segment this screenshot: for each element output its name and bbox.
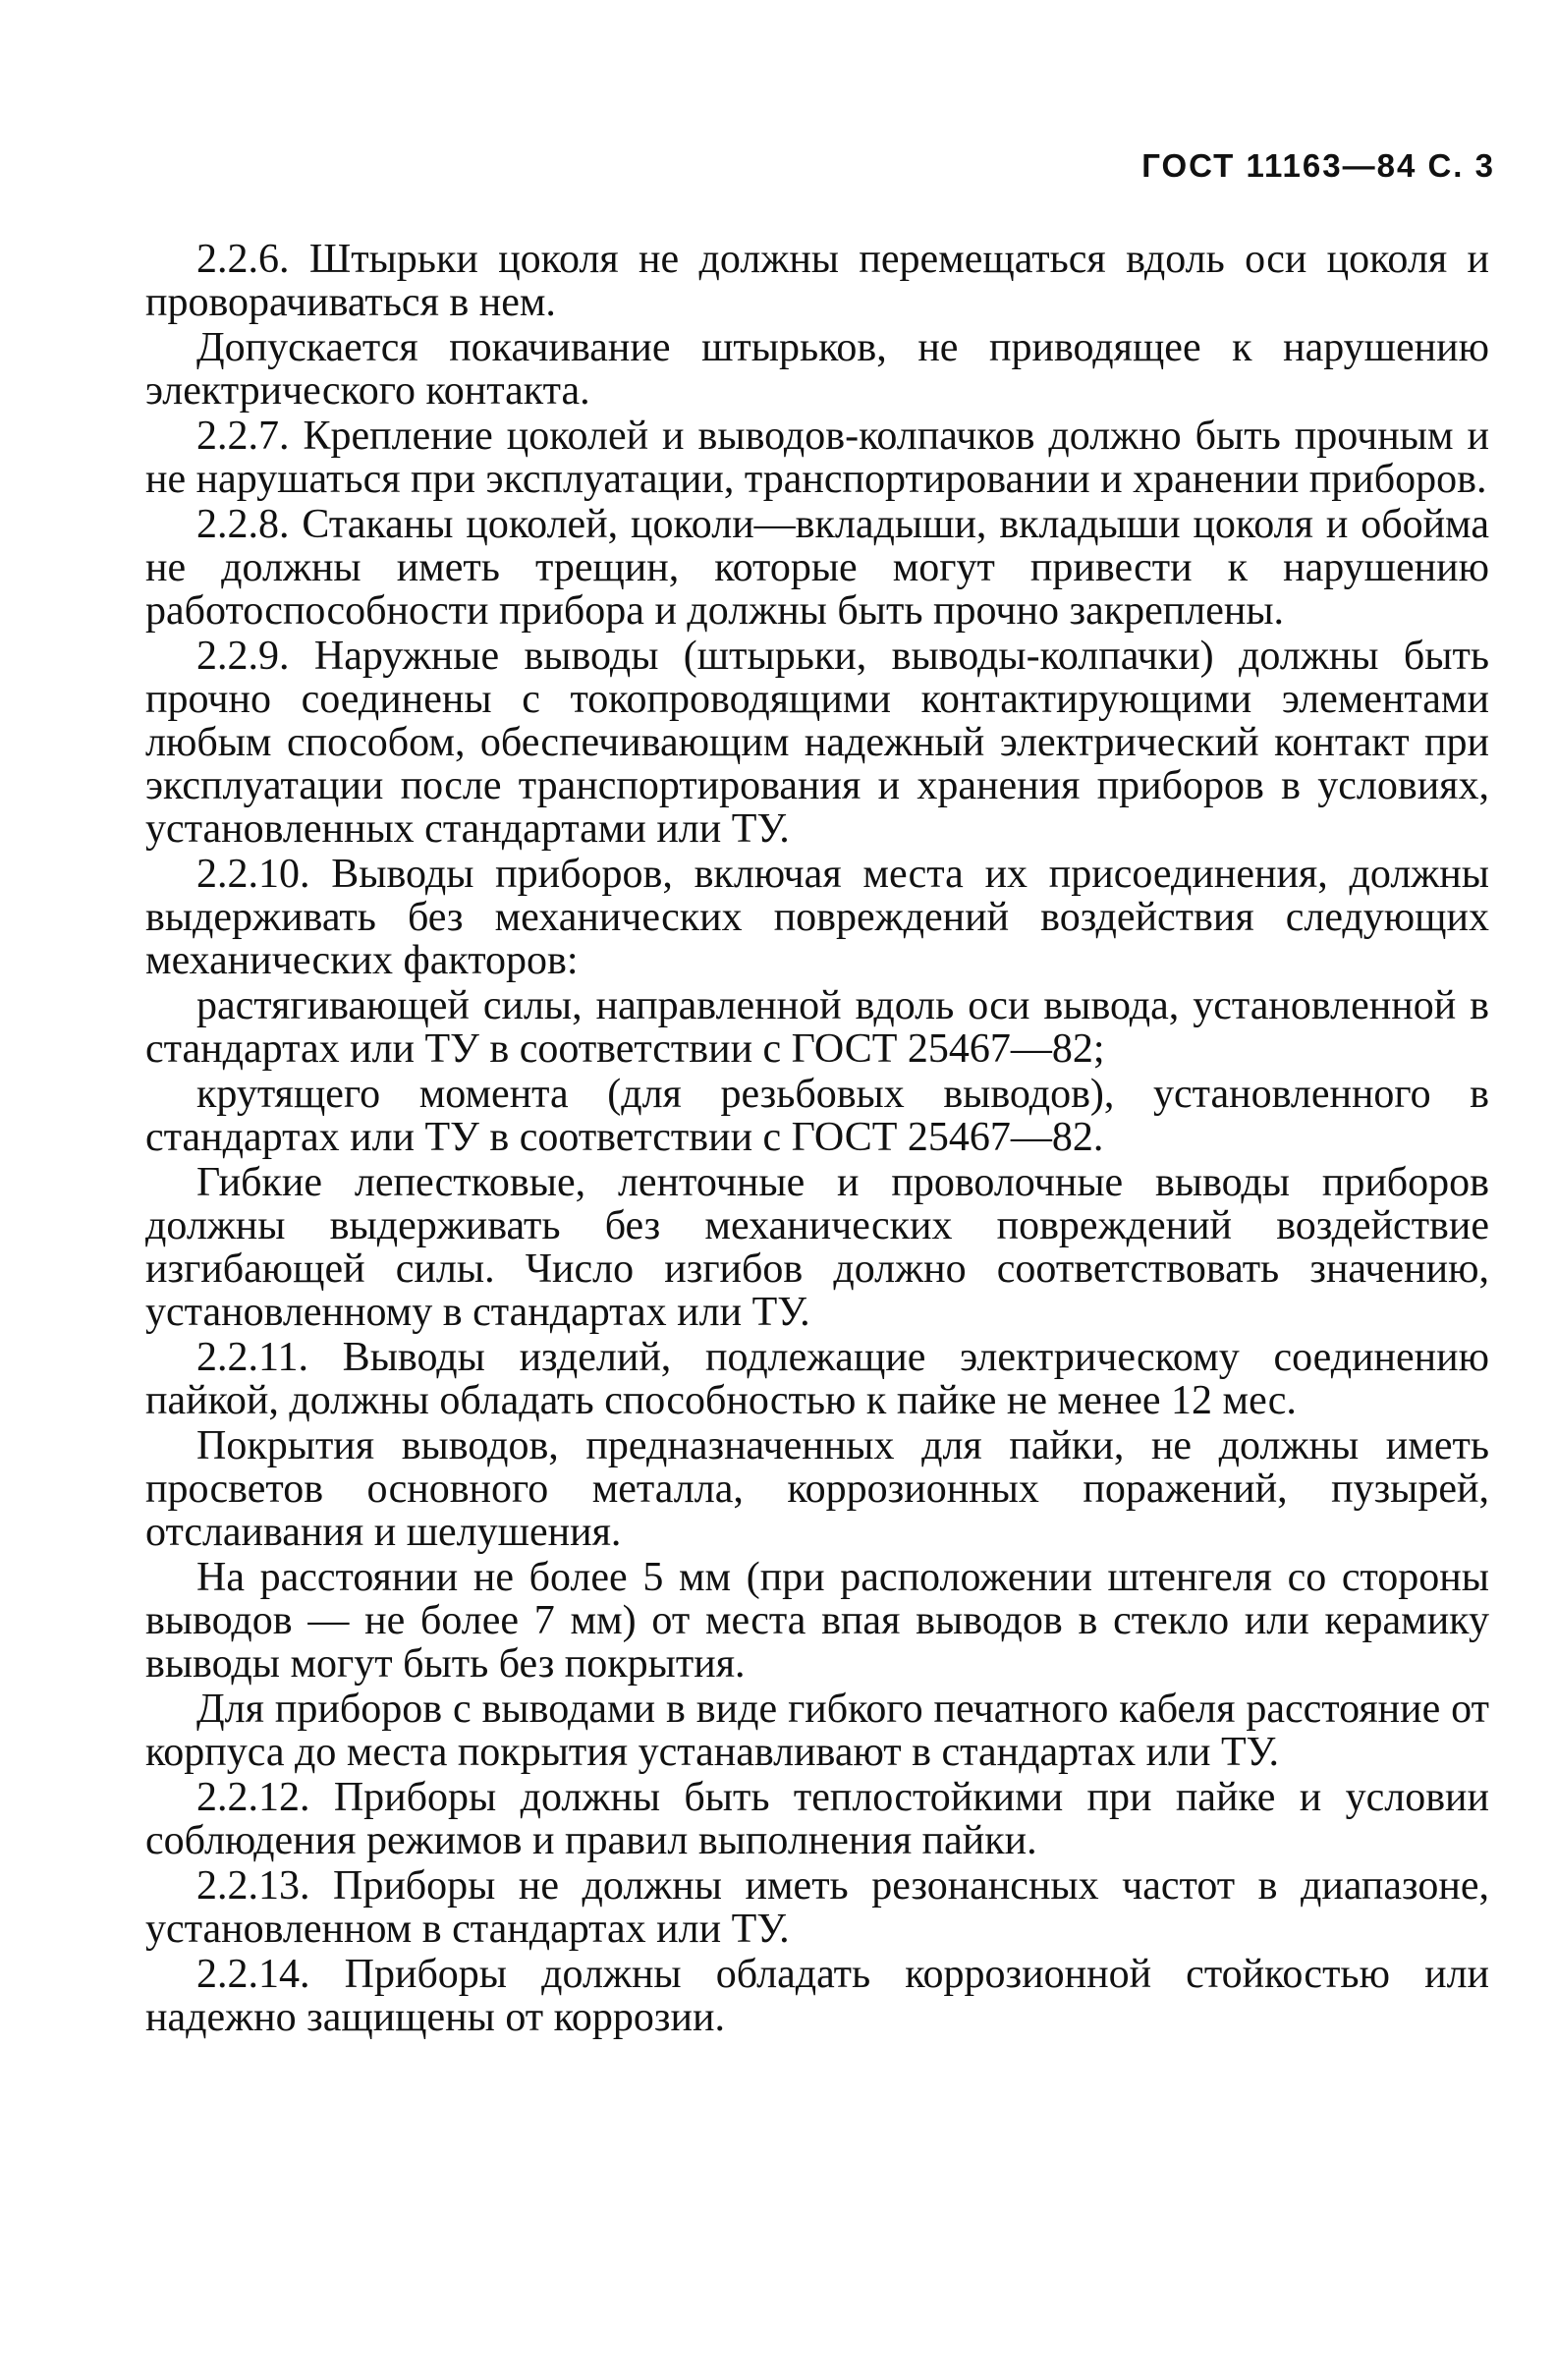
paragraph-2-2-10-item-2: крутящего момента (для резьбовых выводов), установленного в стандартах или ТУ в соответствии с ГОСТ 25467—82. <box>145 1072 1489 1160</box>
paragraph-2-2-11-coatings: Покрытия выводов, предназначенных для пайки, не должны иметь просветов основного металла, коррозионных поражений, пузырей, отслаивания и шелушения. <box>145 1423 1489 1555</box>
paragraph-2-2-14: 2.2.14. Приборы должны обладать коррозионной стойкостью или надежно защищены от коррозии. <box>145 1952 1489 2040</box>
paragraph-2-2-10-item-1: растягивающей силы, направленной вдоль оси вывода, установленной в стандартах или ТУ в соответствии с ГОСТ 25467—82; <box>145 983 1489 1072</box>
paragraph-2-2-13: 2.2.13. Приборы не должны иметь резонансных частот в диапазоне, установленном в стандартах или ТУ. <box>145 1863 1489 1952</box>
paragraph-2-2-10: 2.2.10. Выводы приборов, включая места их присоединения, должны выдерживать без механических повреждений воздействия следующих механических факторов: <box>145 852 1489 983</box>
running-header: ГОСТ 11163—84 С. 3 <box>1141 147 1495 184</box>
paragraph-2-2-10-flexible-leads: Гибкие лепестковые, ленточные и проволочные выводы приборов должны выдерживать без механических повреждений воздействие изгибающей силы. Число изгибов должно соответствовать значению, установленному в стандартах или ТУ. <box>145 1160 1489 1335</box>
body-text <box>145 238 1489 2041</box>
paragraph-2-2-7: 2.2.7. Крепление цоколей и выводов-колпачков должно быть прочным и не нарушаться при эксплуатации, транспортировании и хранении приборов. <box>145 414 1489 502</box>
paragraph-2-2-8: 2.2.8. Стаканы цоколей, цоколи—вкладыши, вкладыши цоколя и обойма не должны иметь трещин, которые могут привести к нарушению работоспособности прибора и должны быть прочно закреплены. <box>145 502 1489 634</box>
paragraph-2-2-11-flex-cable: Для приборов с выводами в виде гибкого печатного кабеля расстояние от корпуса до места покрытия устанавливают в стандартах или ТУ. <box>145 1687 1489 1775</box>
paragraph-2-2-6: 2.2.6. Штырьки цоколя не должны перемещаться вдоль оси цоколя и проворачиваться в нем. <box>145 237 1489 325</box>
paragraph-2-2-12: 2.2.12. Приборы должны быть теплостойкими при пайке и условии соблюдения режимов и правил выполнения пайки. <box>145 1775 1489 1863</box>
paragraph-2-2-6-note: Допускается покачивание штырьков, не приводящее к нарушению электрического контакта. <box>145 325 1489 414</box>
paragraph-2-2-9: 2.2.9. Наружные выводы (штырьки, выводы-колпачки) должны быть прочно соединены с токопроводящими контактирующими элементами любым способом, обеспечивающим надежный электрический контакт при эксплуатации после транспортирования и хранения приборов в условиях, установленных стандартами или ТУ. <box>145 634 1489 852</box>
paragraph-2-2-11-distance: На расстоянии не более 5 мм (при расположении штенгеля со стороны выводов — не более 7 мм) от места впая выводов в стекло или керамику выводы могут быть без покрытия. <box>145 1555 1489 1687</box>
paragraph-2-2-11: 2.2.11. Выводы изделий, подлежащие электрическому соединению пайкой, должны обладать способностью к пайке не менее 12 мес. <box>145 1335 1489 1423</box>
